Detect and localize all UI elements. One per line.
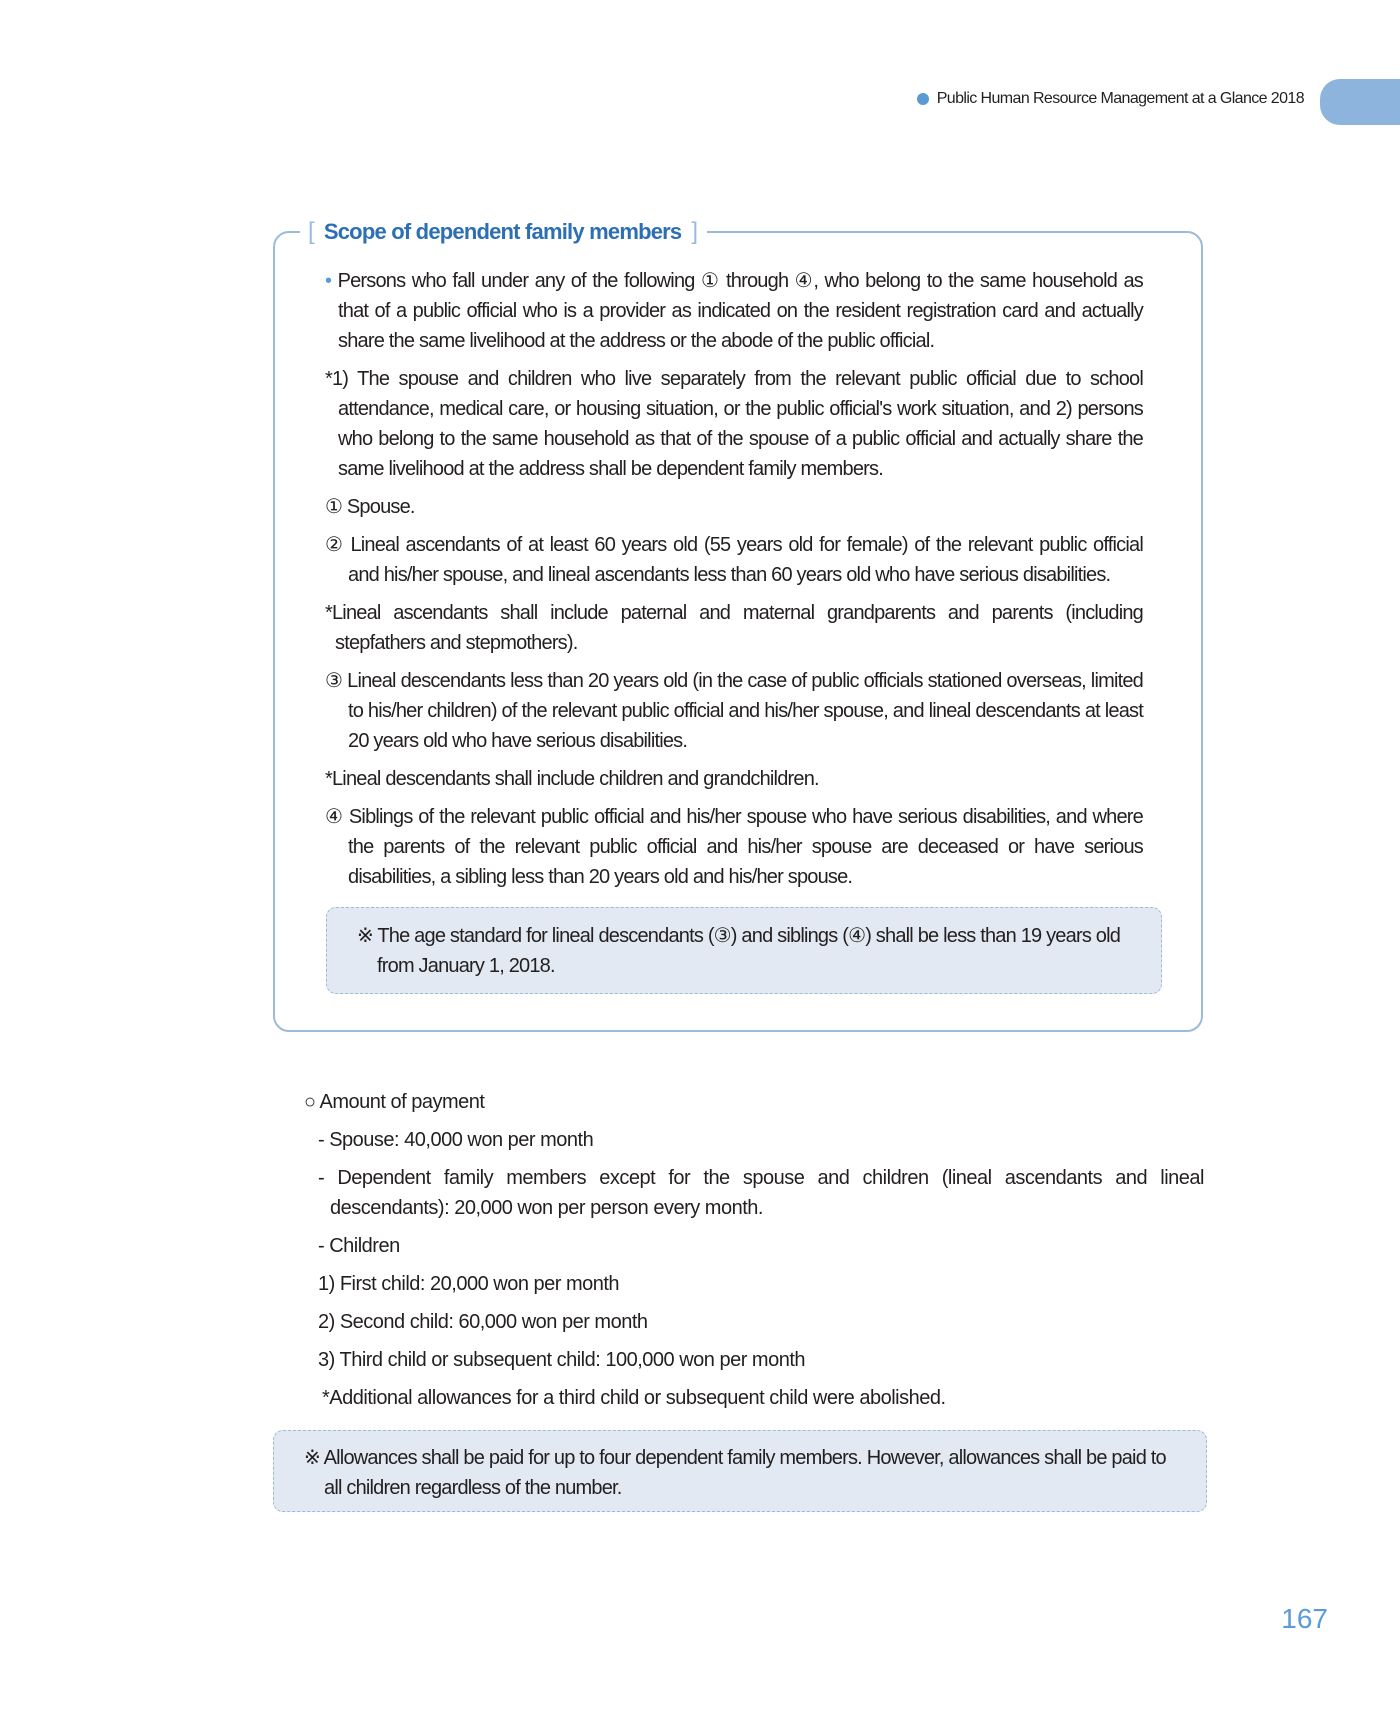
scope-item: *1) The spouse and children who live separately from the relevant public official due to school attendance, medical care, or housing situation, or the public official's work situation, and 2) persons who belong to the same household as that of the spouse of a public official and actually share the same livelihood at the address shall be dependent family members. bbox=[325, 368, 1143, 480]
age-note-box bbox=[326, 907, 1162, 994]
scope-item: ④ Siblings of the relevant public official and his/her spouse who have serious disabilities, and where the parents of the relevant public official and his/her spouse are deceased or have serious disabilities, a sibling less than 20 years old and his/her spouse. bbox=[325, 806, 1143, 888]
payment-dependents: - Dependent family members except for the spouse and children (lineal ascendants and lineal descendants): 20,000 won per person every month. bbox=[318, 1167, 1204, 1219]
payment-child-item: 1) First child: 20,000 won per month bbox=[318, 1273, 620, 1295]
scope-item: ③ Lineal descendants less than 20 years old (in the case of public officials stationed overseas, limited to his/her children) of the relevant public official and his/her spouse, and lineal descendants at least 20 years old who have serious disabilities. bbox=[325, 670, 1143, 752]
scope-item: ② Lineal ascendants of at least 60 years old (55 years old for female) of the relevant public official and his/her spouse, and lineal ascendants less than 60 years old who have serious disabilities. bbox=[325, 534, 1143, 586]
payment-child-item: 2) Second child: 60,000 won per month bbox=[318, 1311, 648, 1333]
scope-title-text: Scope of dependent family members bbox=[323, 219, 682, 244]
scope-title bbox=[300, 218, 707, 246]
payment-section bbox=[304, 1087, 1204, 1421]
payment-child-item: 3) Third child or subsequent child: 100,000 won per month bbox=[318, 1349, 805, 1371]
scope-item: • Persons who fall under any of the following ① through ④, who belong to the same household as that of a public official who is a provider as indicated on the resident registration card and actually share the same livelihood at the address or the abode of the public official. bbox=[325, 270, 1143, 352]
payment-heading: ○ Amount of payment bbox=[304, 1091, 485, 1113]
payment-abolished-note: *Additional allowances for a third child or subsequent child were abolished. bbox=[322, 1387, 946, 1409]
scope-item: *Lineal descendants shall include children and grandchildren. bbox=[325, 768, 819, 790]
bracket-close-icon: ] bbox=[691, 218, 698, 245]
running-header bbox=[917, 90, 1304, 108]
allowance-note: ※ Allowances shall be paid for up to four dependent family members. However, allowances shall be paid to all children regardless of the number. bbox=[304, 1447, 1166, 1499]
scope-content bbox=[325, 266, 1143, 900]
scope-item: *Lineal ascendants shall include paternal and maternal grandparents and parents (including stepfathers and stepmothers). bbox=[325, 602, 1143, 654]
age-note: ※ The age standard for lineal descendants (③) and siblings (④) shall be less than 19 years old from January 1, 2018. bbox=[357, 925, 1121, 977]
payment-spouse: - Spouse: 40,000 won per month bbox=[318, 1129, 594, 1151]
payment-children-label: - Children bbox=[318, 1235, 400, 1257]
running-title: Public Human Resource Management at a Glance 2018 bbox=[936, 90, 1304, 107]
page-edge-tab bbox=[1320, 79, 1400, 125]
bracket-open-icon: [ bbox=[308, 218, 314, 245]
allowance-note-box bbox=[273, 1430, 1207, 1512]
bullet-icon: • bbox=[325, 270, 332, 292]
page-number: 167 bbox=[1281, 1603, 1328, 1634]
bullet-dot-icon bbox=[917, 93, 929, 105]
scope-item: ① Spouse. bbox=[325, 496, 415, 518]
